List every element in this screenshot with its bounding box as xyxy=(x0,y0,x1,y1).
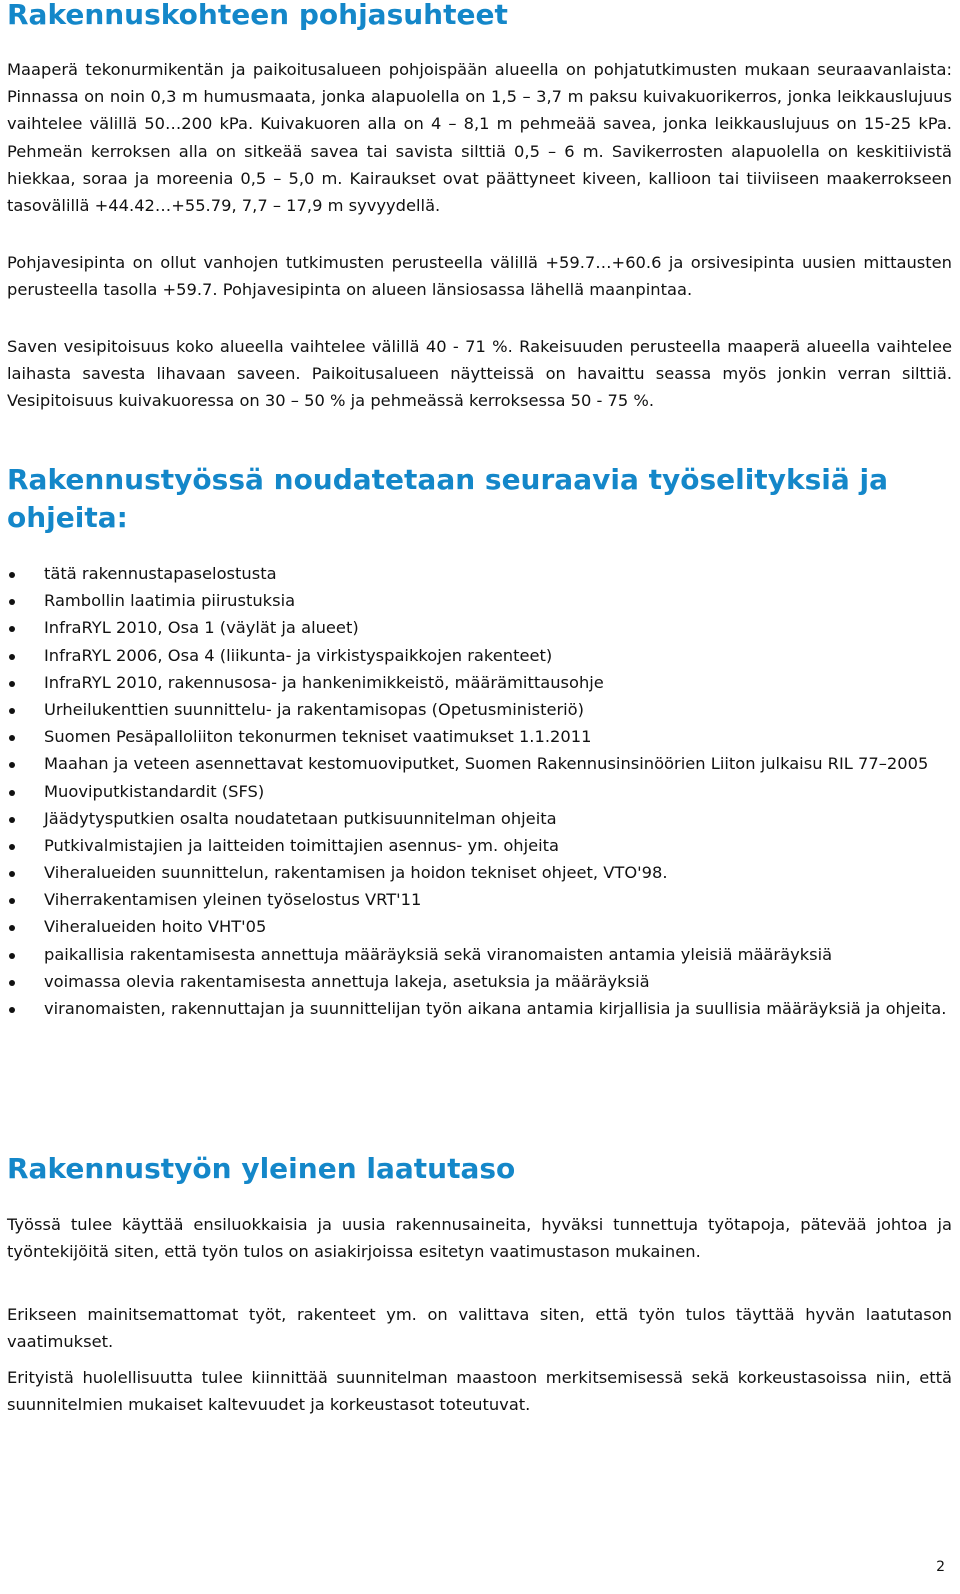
list-item xyxy=(0,698,949,723)
list-item-text: Maahan ja veteen asennettavat kestomuoviputket, Suomen Rakennusinsinöörien Liiton julkaisu RIL 77–2005 xyxy=(44,754,929,774)
list-item xyxy=(0,589,949,614)
bullet-icon xyxy=(9,626,15,632)
bullet-icon xyxy=(9,572,15,578)
list-item xyxy=(0,861,949,886)
paragraph-surveying: Erityistä huolellisuutta tulee kiinnittää suunnitelman maastoon merkitsemisessä sekä korkeustasoissa niin, että suunnitelmien mukaiset kaltevuudet ja korkeustasot toteutuvat. xyxy=(7,1368,952,1415)
list-item xyxy=(0,970,949,995)
list-item xyxy=(0,834,949,859)
list-item xyxy=(0,997,949,1022)
list-item-text: Urheilukenttien suunnittelu- ja rakentamisopas (Opetusministeriö) xyxy=(44,699,584,719)
bullet-icon xyxy=(9,925,15,931)
paragraph-water-content: Saven vesipitoisuus koko alueella vaihtelee välillä 40 - 71 %. Rakeisuuden perusteella maaperä alueella vaihtelee laihasta savesta lihavaan saveen. Paikoitusalueen näytteissä on havaittu seassa myös jonkin verran silttiä. Vesipitoisuus kuivakuoressa on 30 – 50 % ja pehmeässä kerroksessa 50 - 75 %. xyxy=(7,337,952,411)
list-item xyxy=(0,807,949,832)
list-item-text: InfraRYL 2010, Osa 1 (väylät ja alueet) xyxy=(44,618,359,638)
list-item xyxy=(0,888,949,913)
paragraph-soil-layers: Maaperä tekonurmikentän ja paikoitusalueen pohjoispään alueella on pohjatutkimusten mukaan seuraavanlaista: Pinnassa on noin 0,3 m humusmaata, jonka alapuolella on 1,5 – 3,7 m paksu kuivakuorikerros, jonka leikkauslujuus vaihtelee välillä 50…200 kPa. Kuivakuoren alla on 4 – 8,1 m pehmeää savea, jonka leikkauslujuus on 15-25 kPa. Pehmeän kerroksen alla on sitkeää savea tai savista silttiä 0,5 – 6 m. Savikerrosten alapuolella on keskitiivistä hiekkaa, soraa ja moreenia 0,5 – 5,0 m. Kairaukset ovat päättyneet kiveen, kallioon tai tiiviiseen maakerrokseen tasovälillä +44.42…+55.79, 7,7 – 17,9 m syvyydellä. xyxy=(7,60,952,216)
section-heading-laatutaso: Rakennustyön yleinen laatutaso xyxy=(7,1152,516,1185)
page-number: 2 xyxy=(936,1559,945,1575)
list-item-text: Viheralueiden suunnittelun, rakentamisen ja hoidon tekniset ohjeet, VTO'98. xyxy=(44,863,668,883)
list-item xyxy=(0,725,949,750)
bullet-icon xyxy=(9,708,15,714)
list-item-text: Putkivalmistajien ja laitteiden toimittajien asennus- ym. ohjeita xyxy=(44,835,560,855)
list-item-text: Muoviputkistandardit (SFS) xyxy=(44,781,265,801)
list-item-text: InfraRYL 2006, Osa 4 (liikunta- ja virkistyspaikkojen rakenteet) xyxy=(44,645,553,665)
bullet-icon xyxy=(9,762,15,768)
bullet-icon xyxy=(9,953,15,959)
list-item xyxy=(0,671,949,696)
bullet-icon xyxy=(9,1007,15,1013)
guidelines-list xyxy=(0,562,960,1024)
list-item xyxy=(0,562,949,587)
list-item-text: tätä rakennustapaselostusta xyxy=(44,564,277,583)
list-item-text: Viherrakentamisen yleinen työselostus VRT'11 xyxy=(44,890,422,910)
bullet-icon xyxy=(9,599,15,605)
paragraph-groundwater: Pohjavesipinta on ollut vanhojen tutkimusten perusteella välillä +59.7…+60.6 ja orsivesipinta uusien mittausten perusteella tasolla +59.7. Pohjavesipinta on alueen länsiosassa lähellä maanpintaa. xyxy=(7,253,952,300)
section-heading-pohjasuhteet: Rakennuskohteen pohjasuhteet xyxy=(7,0,508,31)
bullet-icon xyxy=(9,735,15,741)
bullet-icon xyxy=(9,980,15,986)
list-item xyxy=(0,943,949,968)
bullet-icon xyxy=(9,654,15,660)
list-item xyxy=(0,644,949,669)
list-item-text: Jäädytysputkien osalta noudatetaan putkisuunnitelman ohjeita xyxy=(44,808,557,828)
bullet-icon xyxy=(9,681,15,687)
list-item-text: Suomen Pesäpalloliiton tekonurmen tekniset vaatimukset 1.1.2011 xyxy=(44,727,592,747)
list-item-text: InfraRYL 2010, rakennusosa- ja hankenimikkeistö, määrämittausohje xyxy=(44,672,604,692)
bullet-icon xyxy=(9,871,15,877)
list-item-text: Rambollin laatimia piirustuksia xyxy=(44,591,296,611)
list-item-text: viranomaisten, rakennuttajan ja suunnittelijan työn aikana antamia kirjallisia ja suullisia määräyksiä ja ohjeita. xyxy=(44,999,947,1018)
list-item-text: paikallisia rakentamisesta annettuja määräyksiä sekä viranomaisten antamia yleisiä määräyksiä xyxy=(44,944,833,964)
bullet-icon xyxy=(9,898,15,904)
list-item-text: voimassa olevia rakentamisesta annettuja lakeja, asetuksia ja määräyksiä xyxy=(44,971,650,991)
bullet-icon xyxy=(9,844,15,850)
section-heading-tyoselitykset: Rakennustyössä noudatetaan seuraavia työselityksiä ja ohjeita: xyxy=(7,463,888,534)
list-item-text: Viheralueiden hoito VHT'05 xyxy=(44,917,267,937)
bullet-icon xyxy=(9,790,15,796)
paragraph-materials: Työssä tulee käyttää ensiluokkaisia ja uusia rakennusaineita, hyväksi tunnettuja työtapoja, pätevää johtoa ja työntekijöitä siten, että työn tulos on asiakirjoissa esitetyn vaatimustason mukainen. xyxy=(7,1215,952,1262)
paragraph-unmentioned-works: Erikseen mainitsemattomat työt, rakenteet ym. on valittava siten, että työn tulos täyttää hyvän laatutason vaatimukset. xyxy=(7,1305,952,1352)
bullet-icon xyxy=(9,817,15,823)
list-item xyxy=(0,915,949,940)
list-item xyxy=(0,780,949,805)
list-item xyxy=(0,616,949,641)
list-item xyxy=(0,752,949,777)
